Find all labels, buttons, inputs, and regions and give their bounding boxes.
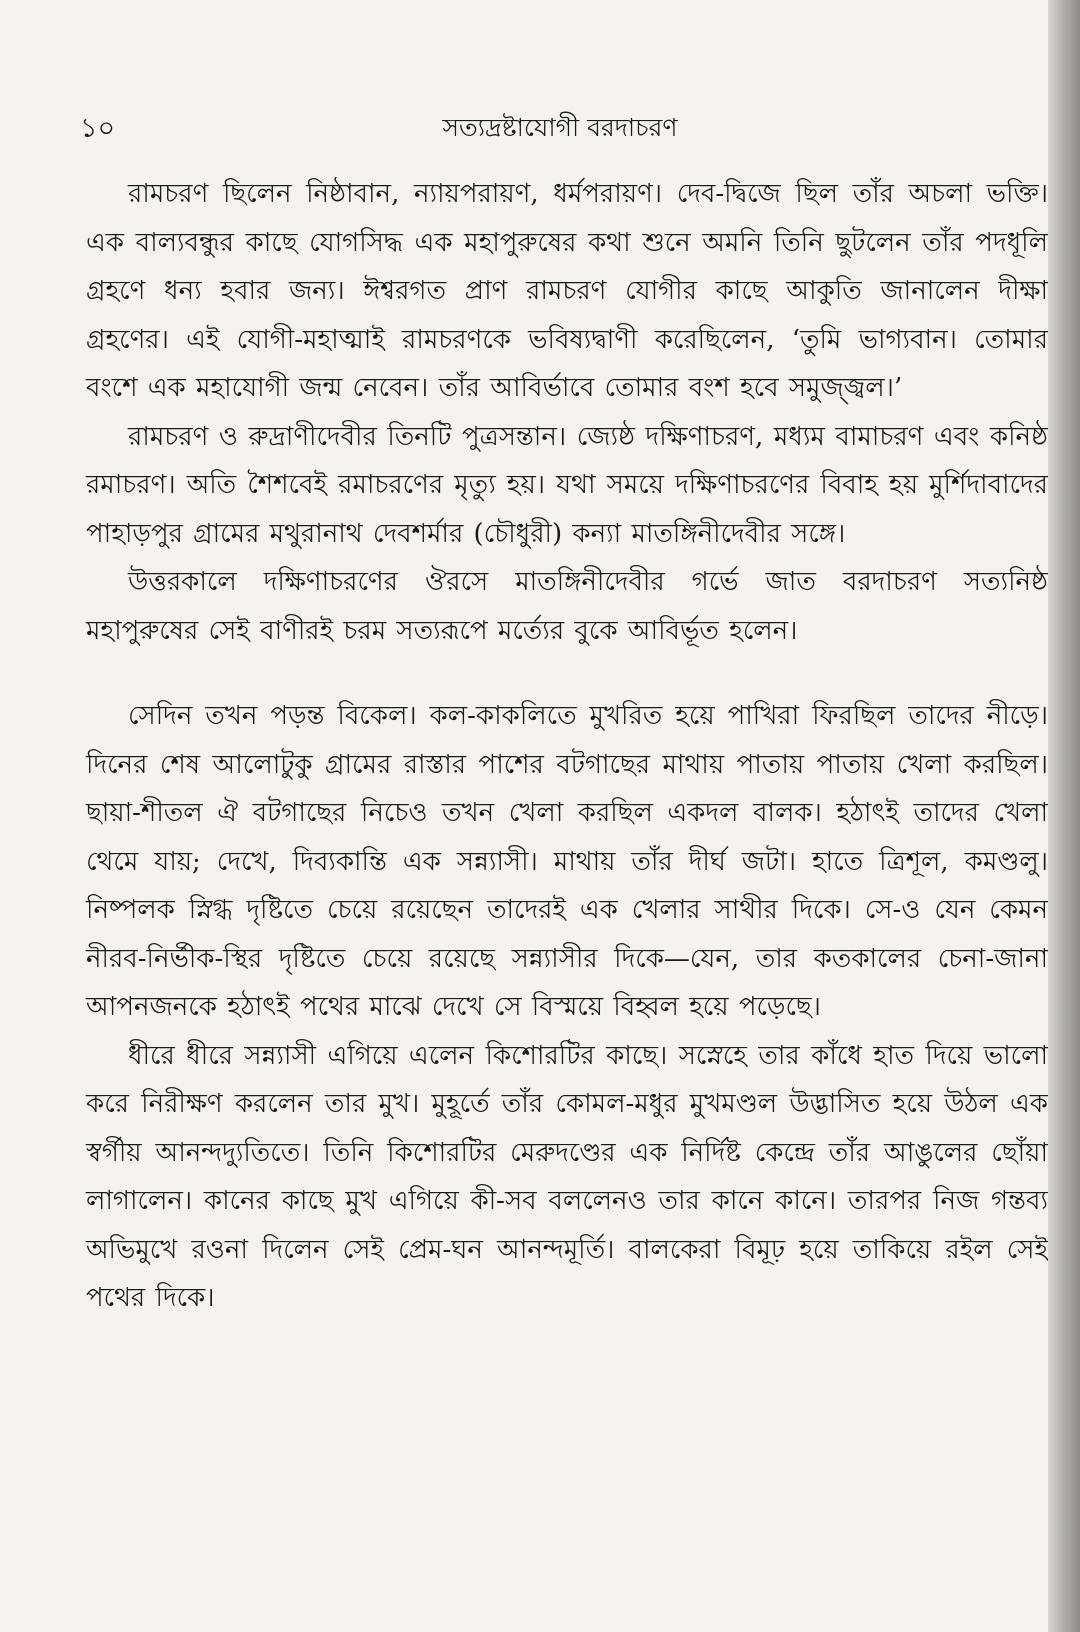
paragraph-3: উত্তরকালে দক্ষিণাচরণের ঔরসে মাতঙ্গিনীদেবীর গর্ভে জাত বরদাচরণ সত্যনিষ্ঠ মহাপুরুষের সেই বাণীরই চরম সত্যরূপে মর্ত্যের বুকে আবির্ভূত হলেন। — [86, 567, 1048, 646]
page-number: ১০ — [80, 113, 116, 144]
paragraph-5: ধীরে ধীরে সন্ন্যাসী এগিয়ে এলেন কিশোরটির কাছে। সস্নেহে তার কাঁধে হাত দিয়ে ভালো করে নিরীক্ষণ করলেন তার মুখ। মুহূর্তে তাঁর কোমল-মধুর মুখমণ্ডল উদ্ভাসিত হয়ে উঠল এক স্বর্গীয় আনন্দদ্যুতিতে। তিনি কিশোরটির মেরুদণ্ডের এক নির্দিষ্ট কেন্দ্রে তাঁর আঙুলের ছোঁয়া লাগালেন। কানের কাছে মুখ এগিয়ে কী-সব বললেনও তার কানে কানে। তারপর নিজ গন্তব্য অভিমুখে রওনা দিলেন সেই প্রেম-ঘন আনন্দমূর্তি। বালকেরা বিমূঢ় হয়ে তাকিয়ে রইল সেই পথের দিকে। — [86, 1040, 1048, 1313]
body-text — [86, 170, 1048, 1323]
page-header — [80, 108, 1040, 148]
paragraph-1: রামচরণ ছিলেন নিষ্ঠাবান, ন্যায়পরায়ণ, ধর্মপরায়ণ। দেব-দ্বিজে ছিল তাঁর অচলা ভক্তি। এক বাল্যবন্ধুর কাছে যোগসিদ্ধ এক মহাপুরুষের কথা শুনে অমনি তিনি ছুটলেন তাঁর পদধূলি গ্রহণে ধন্য হবার জন্য। ঈশ্বরগত প্রাণ রামচরণ যোগীর কাছে আকুতি জানালেন দীক্ষা গ্রহণের। এই যোগী-মহাত্মাই রামচরণকে ভবিষ্যদ্বাণী করেছিলেন, ‘তুমি ভাগ্যবান। তোমার বংশে এক মহাযোগী জন্ম নেবেন। তাঁর আবির্ভাবে তোমার বংশ হবে সমুজ্জ্বল।’ — [86, 179, 1048, 403]
page-edge-shadow — [1048, 0, 1080, 1632]
paragraph-4: সেদিন তখন পড়ন্ত বিকেল। কল-কাকলিতে মুখরিত হয়ে পাখিরা ফিরছিল তাদের নীড়ে। দিনের শেষ আলোটুকু গ্রামের রাস্তার পাশের বটগাছের মাথায় পাতায় পাতায় খেলা করছিল। ছায়া-শীতল ঐ বটগাছের নিচেও তখন খেলা করছিল একদল বালক। হঠাৎই তাদের খেলা থেমে যায়; দেখে, দিব্যকান্তি এক সন্ন্যাসী। মাথায় তাঁর দীর্ঘ জটা। হাতে ত্রিশূল, কমণ্ডলু। নিষ্পলক স্নিগ্ধ দৃষ্টিতে চেয়ে রয়েছেন তাদেরই এক খেলার সাথীর দিকে। সে-ও যেন কেমন নীরব-নির্ভীক-স্থির দৃষ্টিতে চেয়ে রয়েছে সন্ন্যাসীর দিকে—যেন, তার কতকালের চেনা-জানা আপনজনকে হঠাৎই পথের মাঝে দেখে সে বিস্ময়ে বিহ্বল হয়ে পড়েছে। — [86, 701, 1048, 1022]
paragraph-2: রামচরণ ও রুদ্রাণীদেবীর তিনটি পুত্রসন্তান। জ্যেষ্ঠ দক্ষিণাচরণ, মধ্যম বামাচরণ এবং কনিষ্ঠ রমাচরণ। অতি শৈশবেই রমাচরণের মৃত্যু হয়। যথা সময়ে দক্ষিণাচরণের বিবাহ হয় মুর্শিদাবাদের পাহাড়পুর গ্রামের মথুরানাথ দেবশর্মার (চৌধুরী) কন্যা মাতঙ্গিনীদেবীর সঙ্গে। — [86, 421, 1048, 549]
section-break — [86, 655, 1048, 692]
running-title: সত্যদ্রষ্টাযোগী বরদাচরণ — [442, 113, 678, 142]
